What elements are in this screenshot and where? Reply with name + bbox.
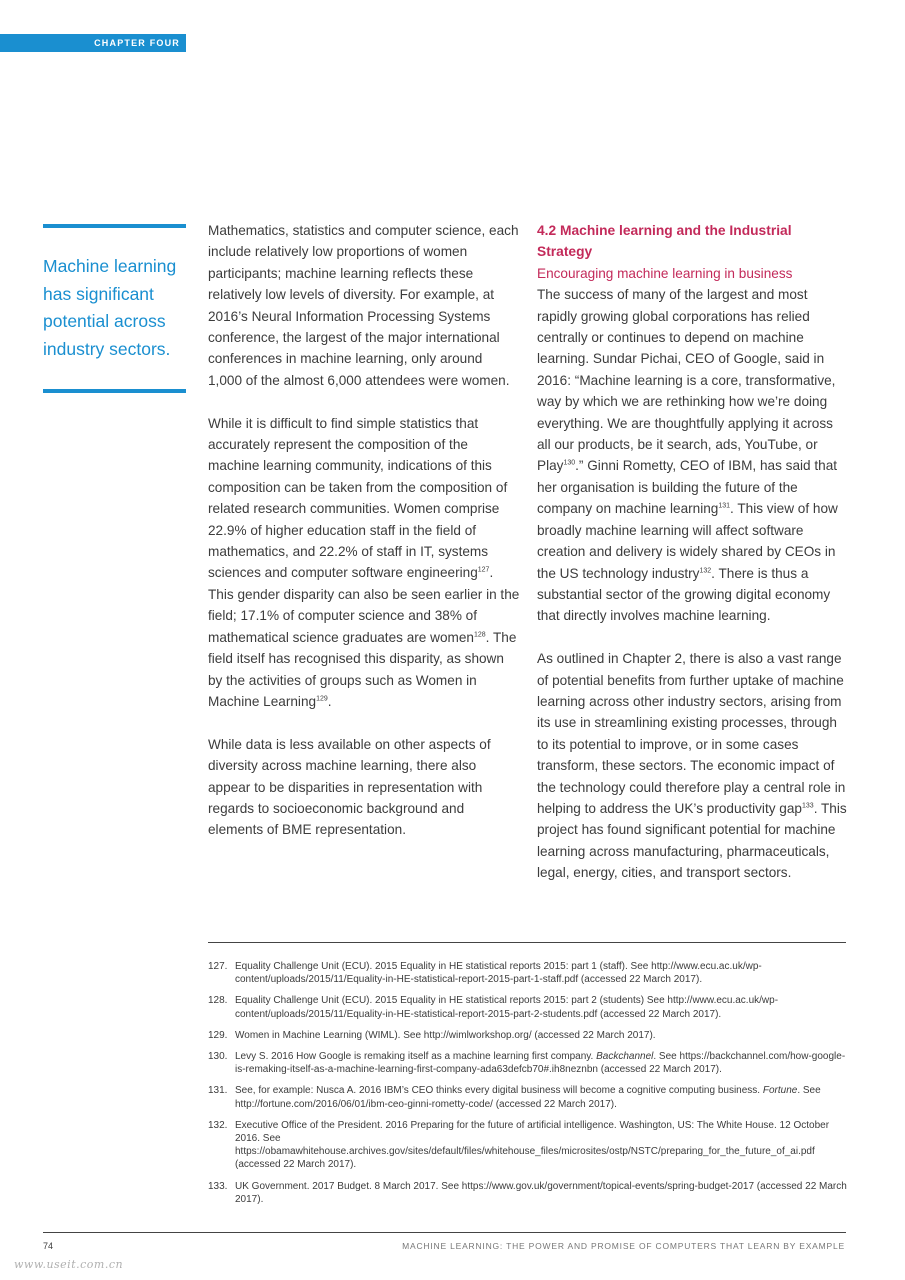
- body-column-right: [537, 220, 849, 905]
- footnote-number: 133.: [208, 1180, 228, 1192]
- footnotes-divider: [208, 942, 846, 943]
- footnote-number: 129.: [208, 1029, 228, 1041]
- paragraph: Mathematics, statistics and computer science, each include relatively low proportions of women participants; machine learning reflects these relatively low levels of diversity. For example, at 2016’s Neural Information Processing Systems conference, the largest of the major international conferences in machine learning, only around 1,000 of the almost 6,000 attendees were women.: [208, 223, 519, 388]
- footnote-text: Levy S. 2016 How Google is remaking itself as a machine learning first company. Backchannel. See https://backchannel.com/how-google-is-remaking-itself-as-a-machine-learning-first-company-ada63defcb70#.ih8neznbn (accessed 22 March 2017).: [235, 1051, 846, 1076]
- footnote-number: 130.: [208, 1051, 228, 1063]
- section-subheading: Encouraging machine learning in business: [537, 265, 793, 281]
- footnote-text: Executive Office of the President. 2016 Preparing for the future of artificial intelligence. Washington, US: The White House. 12 October 2016. See https://obamawhitehouse.archives.gov/sites/default/files/whitehouse_files/microsites/ostp/NSTC/preparing_for_the_future_of_ai.pdf (accessed 22 March 2017).: [235, 1119, 830, 1171]
- footnote-ref: 133: [802, 802, 814, 810]
- page-number: 74: [43, 1241, 54, 1251]
- footnote-133: [208, 1180, 853, 1206]
- footnote-text: See, for example: Nusca A. 2016 IBM’s CEO thinks every digital business will become a cognitive computing business. Fortune. See http://fortune.com/2016/06/01/ibm-ceo-ginni-rometty-code/ (accessed 22 March 2017).: [235, 1085, 821, 1110]
- footnote-ref: 131: [718, 502, 731, 510]
- paragraph: While it is difficult to find simple statistics that accurately represent the composition of the machine learning community, indications of this composition can be taken from the composition of related research communities. Women comprise 22.9% of higher education staff in the field of mathematics, and 22.2% of staff in IT, systems sciences and computer software engineering$^{127}$. This gender disparity can also be seen earlier in the field; 17.1% of computer science and 38% of mathematical science graduates are women$^{128}$. The field itself has recognised this disparity, as shown by the activities of groups such as Women in Machine Learning$^{129}$.: [208, 415, 520, 709]
- footnote-text: Equality Challenge Unit (ECU). 2015 Equality in HE statistical reports 2015: part 2 (students) See http://www.ecu.ac.uk/wp-content/uploads/2015/11/Equality-in-HE-statistical-report-2015-part-2-students.pdf (accessed 22 March 2017).: [235, 995, 779, 1020]
- running-footer-title: MACHINE LEARNING: THE POWER AND PROMISE OF COMPUTERS THAT LEARN BY EXAMPLE: [402, 1241, 845, 1251]
- footnote-ref: 127: [477, 566, 490, 574]
- paragraph: While data is less available on other aspects of diversity across machine learning, there also appear to be disparities in representation with regards to socioeconomic background and elements of BME representation.: [208, 736, 491, 838]
- footnote-131: [208, 1084, 853, 1110]
- footnote-ref: 128: [473, 631, 486, 639]
- footnote-number: 128.: [208, 995, 228, 1007]
- paragraph: As outlined in Chapter 2, there is also a vast range of potential benefits from further uptake of machine learning across other industry sectors, arising from its use in streamlining existing processes, through to its potential to improve, or in some cases transform, these sectors. The economic impact of the technology could therefore play a central role in helping to address the UK’s productivity gap$^{133}$. This project has found significant potential for machine learning across manufacturing, pharmaceuticals, legal, energy, cities, and transport sectors.: [537, 651, 847, 881]
- footnote-132: [208, 1119, 853, 1172]
- footnote-number: 131.: [208, 1085, 228, 1097]
- footnote-128: [208, 994, 853, 1020]
- footnote-text: Equality Challenge Unit (ECU). 2015 Equality in HE statistical reports 2015: part 1 (staff). See http://www.ecu.ac.uk/wp-content/uploads/2015/11/Equality-in-HE-statistical-report-2015-part-1-staff.pdf (accessed 22 March 2017).: [235, 961, 762, 986]
- footer-divider: [43, 1232, 846, 1233]
- body-column-left: [208, 220, 520, 862]
- footnote-text: Women in Machine Learning (WIML). See http://wimlworkshop.org/ (accessed 22 March 2017).: [235, 1029, 656, 1041]
- footnote-number: 132.: [208, 1119, 228, 1131]
- pull-quote-bottom-rule: [43, 389, 186, 393]
- pull-quote: Machine learning has significant potential across industry sectors.: [43, 256, 177, 359]
- footnote-ref: 132: [699, 566, 712, 574]
- pull-quote-top-rule: [43, 224, 186, 228]
- section-heading: 4.2 Machine learning and the Industrial Strategy: [537, 223, 792, 260]
- footnote-ref: 129: [316, 695, 328, 703]
- footnote-129: [208, 1029, 853, 1042]
- footnote-text: UK Government. 2017 Budget. 8 March 2017. See https://www.gov.uk/government/topical-events/spring-budget-2017 (accessed 22 March 2017).: [235, 1180, 847, 1205]
- chapter-label: CHAPTER FOUR: [0, 34, 186, 52]
- footnote-130: [208, 1050, 853, 1076]
- footnote-number: 127.: [208, 961, 228, 972]
- paragraph: The success of many of the largest and most rapidly growing global corporations has relied centrally or continues to depend on machine learning. Sundar Pichai, CEO of Google, said in 2016: “Machine learning is a core, transformative, way by which we are rethinking how we’re doing everything. We are thoughtfully applying it across all our products, be it search, ads, YouTube, or Play$^{130}$.” Ginni Rometty, CEO of IBM, has said that her organisation is building the future of the company on machine learning$^{131}$. This view of how broadly machine learning will affect software creation and delivery is widely shared by CEOs in the US technology industry$^{132}$. There is thus a substantial sector of the growing digital economy that directly involves machine learning.: [537, 287, 838, 624]
- footnotes: [208, 960, 853, 1214]
- footnote-127: [208, 960, 853, 986]
- footnote-ref: 130: [563, 459, 576, 467]
- watermark: www.useit.com.cn: [14, 1258, 124, 1271]
